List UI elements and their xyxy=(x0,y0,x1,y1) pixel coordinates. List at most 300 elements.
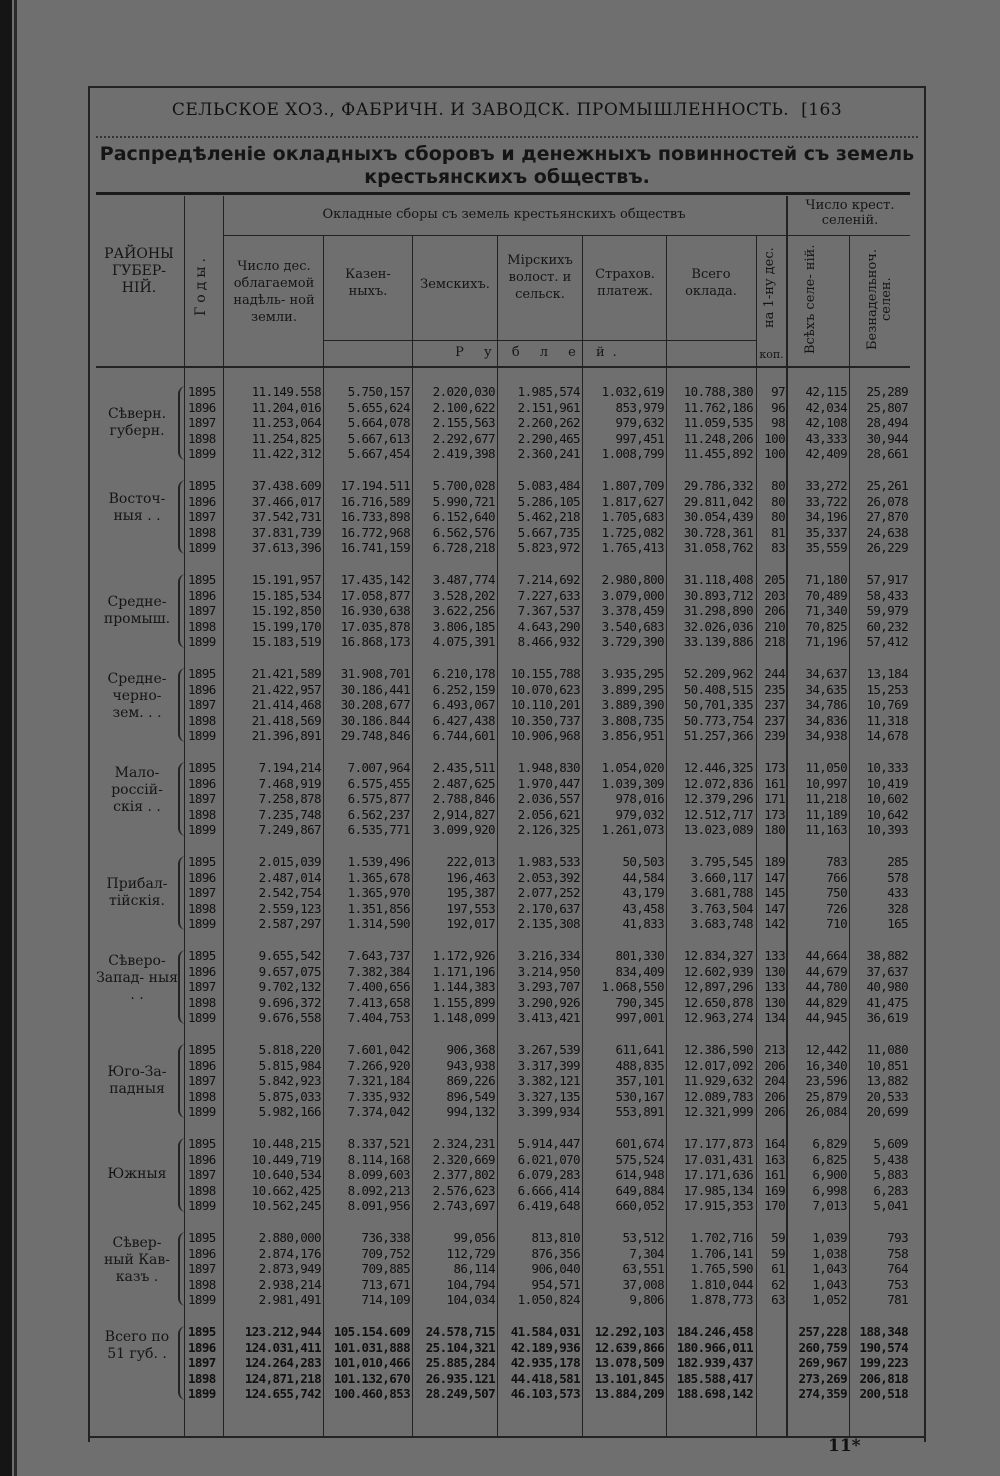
cell-year: 1898 xyxy=(188,994,216,1010)
cell-area: 7.194,214 xyxy=(258,760,321,775)
cell-area: 10.640,534 xyxy=(251,1167,321,1182)
cell-area: 5.815,984 xyxy=(258,1057,321,1073)
title-line-1: Распредѣленіе окладныхъ сборовъ и денежныхъ повинностей съ земель xyxy=(99,143,915,165)
cell-kop: 130 xyxy=(764,963,785,979)
cell-ins: 801,330 xyxy=(615,948,664,963)
cell-ins: 3.729,390 xyxy=(601,634,664,649)
cell-all: 23,596 xyxy=(805,1073,847,1088)
cell-zemstvo: 2.324,231 xyxy=(432,1136,495,1151)
cell-area: 9.655,542 xyxy=(258,948,321,963)
cell-area: 21.414,468 xyxy=(251,697,321,712)
cell-landless: 20,533 xyxy=(866,1088,908,1104)
cell-state: 29.748,846 xyxy=(340,728,410,743)
cell-ins: 41,833 xyxy=(622,916,664,931)
cell-kop: 203 xyxy=(764,587,785,603)
cell-ins: 575,524 xyxy=(615,1151,664,1167)
cell-mir: 5.823,972 xyxy=(517,540,580,555)
cell-area: 2.874,176 xyxy=(258,1245,321,1261)
cell-total: 3.795,545 xyxy=(690,854,753,869)
cell-year: 1897 xyxy=(188,791,216,806)
cell-mir: 906,040 xyxy=(531,1261,580,1276)
group-brace xyxy=(178,950,188,1024)
cell-mir: 813,810 xyxy=(531,1230,580,1245)
cell-ins: 12.639,866 xyxy=(594,1339,664,1355)
cell-area: 15.199,170 xyxy=(251,618,321,634)
cell-kop: 180 xyxy=(764,822,785,837)
cell-year: 1898 xyxy=(188,1182,216,1198)
cell-landless: 781 xyxy=(887,1292,908,1307)
cell-all: 1,039 xyxy=(812,1230,847,1245)
cell-area: 2.938,214 xyxy=(258,1276,321,1292)
cell-area: 7.235,748 xyxy=(258,806,321,822)
cell-ins: 9,806 xyxy=(629,1292,664,1307)
cell-state: 16.868,173 xyxy=(340,634,410,649)
cell-ins: 614,948 xyxy=(615,1167,664,1182)
cell-landless: 200,518 xyxy=(859,1386,908,1401)
cell-mir: 2.290,465 xyxy=(517,430,580,446)
cell-mir: 3.214,950 xyxy=(517,963,580,979)
cell-zemstvo: 2.377,802 xyxy=(432,1167,495,1182)
cell-mir: 2.077,252 xyxy=(517,885,580,900)
cell-year: 1899 xyxy=(188,916,216,931)
cell-zemstvo: 1.155,899 xyxy=(432,994,495,1010)
cell-ins: 7,304 xyxy=(629,1245,664,1261)
cell-kop: 170 xyxy=(764,1198,785,1213)
cell-state: 7.007,964 xyxy=(347,760,410,775)
cell-year: 1898 xyxy=(188,712,216,728)
cell-kop: 206 xyxy=(764,603,785,618)
cell-landless: 24,638 xyxy=(866,524,908,540)
cell-area: 15.183,519 xyxy=(251,634,321,649)
cell-all: 11,189 xyxy=(805,806,847,822)
cell-area: 10.449,719 xyxy=(251,1151,321,1167)
cell-landless: 6,283 xyxy=(873,1182,908,1198)
cell-ins: 530,167 xyxy=(615,1088,664,1104)
cell-area: 7.258,878 xyxy=(258,791,321,806)
cell-zemstvo: 99,056 xyxy=(453,1230,495,1245)
cell-area: 10.562,245 xyxy=(251,1198,321,1213)
cell-year: 1896 xyxy=(188,1245,216,1261)
cell-state: 31.908,701 xyxy=(340,666,410,681)
cell-ins: 1.008,799 xyxy=(601,446,664,461)
cell-all: 34,637 xyxy=(805,666,847,681)
cell-total: 3.763,504 xyxy=(690,900,753,916)
cell-year: 1895 xyxy=(188,1042,216,1057)
cell-total: 10.788,380 xyxy=(683,384,753,399)
cell-ins: 43,458 xyxy=(622,900,664,916)
cell-zemstvo: 6.152,640 xyxy=(432,509,495,524)
cell-total: 3.660,117 xyxy=(690,869,753,885)
cell-ins: 3.378,459 xyxy=(601,603,664,618)
cell-mir: 10.070,623 xyxy=(510,681,580,697)
header-zemstvo: Земскихъ. xyxy=(420,277,490,292)
cell-landless: 60,232 xyxy=(866,618,908,634)
cell-kop: 133 xyxy=(764,948,785,963)
cell-zemstvo: 195,387 xyxy=(446,885,495,900)
cell-year: 1896 xyxy=(188,493,216,509)
cell-zemstvo: 3.528,202 xyxy=(432,587,495,603)
cell-all: 726 xyxy=(826,900,847,916)
cell-state: 17.194.511 xyxy=(340,478,410,493)
cell-all: 1,038 xyxy=(812,1245,847,1261)
cell-year: 1896 xyxy=(188,869,216,885)
cell-year: 1897 xyxy=(188,697,216,712)
cell-ins: 3.856,951 xyxy=(601,728,664,743)
cell-zemstvo: 2,914,827 xyxy=(432,806,495,822)
cell-state: 5.750,157 xyxy=(347,384,410,399)
cell-zemstvo: 112,729 xyxy=(446,1245,495,1261)
header-rubles: Р у б л е й. xyxy=(455,345,625,360)
cell-total: 30.893,712 xyxy=(683,587,753,603)
cell-landless: 26,078 xyxy=(866,493,908,509)
cell-zemstvo: 2.320,669 xyxy=(432,1151,495,1167)
group-brace xyxy=(178,1232,188,1306)
cell-zemstvo: 2.576,623 xyxy=(432,1182,495,1198)
cell-state: 30.186.844 xyxy=(340,712,410,728)
cell-landless: 5,438 xyxy=(873,1151,908,1167)
cell-year: 1897 xyxy=(188,1073,216,1088)
cell-area: 124.264,283 xyxy=(244,1355,321,1370)
cell-area: 37.831,739 xyxy=(251,524,321,540)
cell-all: 11,218 xyxy=(805,791,847,806)
region-label: Прибал- тійскія. xyxy=(106,875,168,909)
cell-zemstvo: 1.144,383 xyxy=(432,979,495,994)
cell-year: 1896 xyxy=(188,1339,216,1355)
cell-all: 273,269 xyxy=(798,1370,847,1386)
cell-year: 1895 xyxy=(188,760,216,775)
cell-kop: 59 xyxy=(771,1230,785,1245)
cell-year: 1898 xyxy=(188,1276,216,1292)
cell-total: 182.939,437 xyxy=(676,1355,753,1370)
cell-year: 1899 xyxy=(188,1386,216,1401)
cell-all: 6,829 xyxy=(812,1136,847,1151)
cell-landless: 199,223 xyxy=(859,1355,908,1370)
cell-area: 37.613,396 xyxy=(251,540,321,555)
cell-year: 1899 xyxy=(188,822,216,837)
region-label: Сѣвер- ный Кав- казъ . xyxy=(103,1234,171,1285)
cell-landless: 206,818 xyxy=(859,1370,908,1386)
cell-landless: 28,661 xyxy=(866,446,908,461)
frame-top xyxy=(88,86,926,88)
cell-ins: 660,052 xyxy=(615,1198,664,1213)
group-brace xyxy=(178,1138,188,1212)
cell-area: 2.981,491 xyxy=(258,1292,321,1307)
cell-year: 1895 xyxy=(188,478,216,493)
running-title: СЕЛЬСКОЕ ХОЗ., ФАБРИЧН. И ЗАВОДСК. ПРОМЫШЛЕННОСТЬ. xyxy=(171,100,790,120)
cell-total: 3.683,748 xyxy=(690,916,753,931)
group-brace xyxy=(178,668,188,742)
cell-zemstvo: 192,017 xyxy=(446,916,495,931)
cell-all: 6,825 xyxy=(812,1151,847,1167)
cell-all: 44,679 xyxy=(805,963,847,979)
cell-area: 124.655,742 xyxy=(244,1386,321,1401)
cell-area: 15.192,850 xyxy=(251,603,321,618)
cell-state: 7.321,184 xyxy=(347,1073,410,1088)
cell-area: 5.818,220 xyxy=(258,1042,321,1057)
cell-state: 1.539,496 xyxy=(347,854,410,869)
cell-all: 34,836 xyxy=(805,712,847,728)
cell-area: 11.253,064 xyxy=(251,415,321,430)
cell-landless: 10,642 xyxy=(866,806,908,822)
cell-state: 8.091,956 xyxy=(347,1198,410,1213)
cell-mir: 2.360,241 xyxy=(517,446,580,461)
cell-area: 21.422,957 xyxy=(251,681,321,697)
header-settlements-group: Число крест. селеній. xyxy=(805,198,895,228)
cell-area: 123.212,944 xyxy=(244,1324,321,1339)
header-levies-group: Окладные сборы съ земель крестьянскихъ обществъ xyxy=(322,207,686,222)
cell-landless: 5,041 xyxy=(873,1198,908,1213)
cell-all: 44,945 xyxy=(805,1010,847,1025)
cell-kop: 161 xyxy=(764,1167,785,1182)
cell-landless: 165 xyxy=(887,916,908,931)
cell-zemstvo: 1.172,926 xyxy=(432,948,495,963)
cell-zemstvo: 86,114 xyxy=(453,1261,495,1276)
cell-all: 33,722 xyxy=(805,493,847,509)
cell-area: 2.487,014 xyxy=(258,869,321,885)
region-label: Средне- промыш. xyxy=(103,593,171,627)
cell-zemstvo: 2.100,622 xyxy=(432,399,495,415)
cell-year: 1895 xyxy=(188,1136,216,1151)
cell-state: 736,338 xyxy=(361,1230,410,1245)
cell-ins: 50,503 xyxy=(622,854,664,869)
cell-year: 1899 xyxy=(188,728,216,743)
cell-mir: 42.935,178 xyxy=(510,1355,580,1370)
cell-all: 26,084 xyxy=(805,1104,847,1119)
cell-zemstvo: 1.148,099 xyxy=(432,1010,495,1025)
cell-landless: 10,393 xyxy=(866,822,908,837)
cell-kop: 244 xyxy=(764,666,785,681)
cell-zemstvo: 5.990,721 xyxy=(432,493,495,509)
region-label: Юго-За- падныя xyxy=(107,1063,167,1097)
cell-all: 35,337 xyxy=(805,524,847,540)
cell-kop: 189 xyxy=(764,854,785,869)
cell-year: 1898 xyxy=(188,524,216,540)
cell-area: 2.880,000 xyxy=(258,1230,321,1245)
cell-year: 1896 xyxy=(188,1057,216,1073)
region-label: Средне- черно- зем. . . xyxy=(107,670,167,721)
cell-year: 1895 xyxy=(188,384,216,399)
cell-mir: 5.083,484 xyxy=(517,478,580,493)
cell-year: 1899 xyxy=(188,634,216,649)
cell-total: 12.446,325 xyxy=(683,760,753,775)
cell-zemstvo: 2.788,846 xyxy=(432,791,495,806)
header-rule-rubles xyxy=(323,340,757,341)
cell-all: 33,272 xyxy=(805,478,847,493)
cell-ins: 1.054,020 xyxy=(601,760,664,775)
cell-mir: 41.584,031 xyxy=(510,1324,580,1339)
cell-all: 42,409 xyxy=(805,446,847,461)
cell-kop: 206 xyxy=(764,1088,785,1104)
cell-landless: 10,333 xyxy=(866,760,908,775)
cell-year: 1896 xyxy=(188,681,216,697)
cell-area: 37.466,017 xyxy=(251,493,321,509)
cell-zemstvo: 6.728,218 xyxy=(432,540,495,555)
cell-state: 713,671 xyxy=(361,1276,410,1292)
cell-landless: 10,602 xyxy=(866,791,908,806)
cell-year: 1896 xyxy=(188,399,216,415)
cell-all: 34,196 xyxy=(805,509,847,524)
cell-year: 1897 xyxy=(188,603,216,618)
cell-ins: 3.540,683 xyxy=(601,618,664,634)
cell-total: 12.650,878 xyxy=(683,994,753,1010)
cell-mir: 3.293,707 xyxy=(517,979,580,994)
cell-area: 9.696,372 xyxy=(258,994,321,1010)
cell-zemstvo: 6.744,601 xyxy=(432,728,495,743)
cell-state: 16.733,898 xyxy=(340,509,410,524)
cell-total: 12.072,836 xyxy=(683,775,753,791)
cell-kop: 206 xyxy=(764,1057,785,1073)
cell-year: 1899 xyxy=(188,1104,216,1119)
cell-zemstvo: 2.743,697 xyxy=(432,1198,495,1213)
cell-landless: 10,851 xyxy=(866,1057,908,1073)
cell-mir: 2.151,961 xyxy=(517,399,580,415)
cell-kop: 145 xyxy=(764,885,785,900)
cell-landless: 25,261 xyxy=(866,478,908,493)
cell-mir: 3.399,934 xyxy=(517,1104,580,1119)
frame-right xyxy=(924,86,926,1442)
cell-all: 1,043 xyxy=(812,1276,847,1292)
header-years: Годы. xyxy=(193,254,209,316)
cell-all: 11,163 xyxy=(805,822,847,837)
cell-mir: 3.382,121 xyxy=(517,1073,580,1088)
cell-ins: 997,001 xyxy=(615,1010,664,1025)
cell-area: 21.421,589 xyxy=(251,666,321,681)
cell-ins: 553,891 xyxy=(615,1104,664,1119)
cell-area: 15.185,534 xyxy=(251,587,321,603)
cell-area: 9.657,075 xyxy=(258,963,321,979)
cell-state: 5.667,613 xyxy=(347,430,410,446)
cell-total: 11.248,206 xyxy=(683,430,753,446)
cell-state: 8.099,603 xyxy=(347,1167,410,1182)
cell-all: 42,034 xyxy=(805,399,847,415)
cell-year: 1896 xyxy=(188,587,216,603)
region-label: Всего по 51 губ. . xyxy=(104,1328,170,1362)
cell-total: 12.379,296 xyxy=(683,791,753,806)
cell-ins: 997,451 xyxy=(615,430,664,446)
cell-state: 101.132,670 xyxy=(333,1370,410,1386)
cell-landless: 57,917 xyxy=(866,572,908,587)
cell-total: 12.089,783 xyxy=(683,1088,753,1104)
cell-mir: 876,356 xyxy=(531,1245,580,1261)
cell-zemstvo: 6.493,067 xyxy=(432,697,495,712)
cell-kop: 218 xyxy=(764,634,785,649)
cell-all: 750 xyxy=(826,885,847,900)
cell-landless: 38,882 xyxy=(866,948,908,963)
cell-kop: 161 xyxy=(764,775,785,791)
cell-ins: 53,512 xyxy=(622,1230,664,1245)
cell-state: 7.413,658 xyxy=(347,994,410,1010)
cell-landless: 793 xyxy=(887,1230,908,1245)
cell-total: 1.702,716 xyxy=(690,1230,753,1245)
cell-mir: 1.983,533 xyxy=(517,854,580,869)
cell-ins: 1.032,619 xyxy=(601,384,664,399)
cell-ins: 3.935,295 xyxy=(601,666,664,681)
cell-all: 34,786 xyxy=(805,697,847,712)
cell-zemstvo: 2.419,398 xyxy=(432,446,495,461)
cell-year: 1898 xyxy=(188,900,216,916)
cell-state: 7.382,384 xyxy=(347,963,410,979)
cell-mir: 4.643,290 xyxy=(517,618,580,634)
cell-mir: 1.948,830 xyxy=(517,760,580,775)
region-label: Южныя xyxy=(107,1166,167,1183)
cell-year: 1895 xyxy=(188,666,216,681)
cell-all: 11,050 xyxy=(805,760,847,775)
cell-total: 17.171,636 xyxy=(683,1167,753,1182)
cell-all: 766 xyxy=(826,869,847,885)
cell-area: 21.418,569 xyxy=(251,712,321,728)
cell-all: 42,108 xyxy=(805,415,847,430)
cell-mir: 5.462,218 xyxy=(517,509,580,524)
cell-area: 124.031,411 xyxy=(244,1339,321,1355)
cell-ins: 979,032 xyxy=(615,806,664,822)
cell-landless: 41,475 xyxy=(866,994,908,1010)
cell-all: 70,825 xyxy=(805,618,847,634)
cell-total: 52.209,962 xyxy=(683,666,753,681)
cell-area: 11.204,016 xyxy=(251,399,321,415)
cell-ins: 601,674 xyxy=(615,1136,664,1151)
cell-area: 10.448,215 xyxy=(251,1136,321,1151)
cell-kop: 59 xyxy=(771,1245,785,1261)
cell-total: 29.786,332 xyxy=(683,478,753,493)
cell-total: 31.118,408 xyxy=(683,572,753,587)
cell-year: 1897 xyxy=(188,1167,216,1182)
cell-ins: 37,008 xyxy=(622,1276,664,1292)
cell-mir: 8.466,932 xyxy=(517,634,580,649)
cell-ins: 44,584 xyxy=(622,869,664,885)
cell-mir: 2.053,392 xyxy=(517,869,580,885)
cell-total: 184.246,458 xyxy=(676,1324,753,1339)
title-rule xyxy=(96,192,910,195)
cell-state: 105.154.609 xyxy=(333,1324,410,1339)
cell-kop: 235 xyxy=(764,681,785,697)
cell-state: 6.535,771 xyxy=(347,822,410,837)
cell-state: 17.035,878 xyxy=(340,618,410,634)
cell-state: 709,752 xyxy=(361,1245,410,1261)
cell-kop: 80 xyxy=(771,478,785,493)
cell-mir: 10.906,968 xyxy=(510,728,580,743)
cell-kop: 204 xyxy=(764,1073,785,1088)
cell-zemstvo: 28.249,507 xyxy=(425,1386,495,1401)
cell-kop: 169 xyxy=(764,1182,785,1198)
cell-total: 29.811,042 xyxy=(683,493,753,509)
cell-mir: 10.350,737 xyxy=(510,712,580,728)
cell-year: 1895 xyxy=(188,948,216,963)
cell-zemstvo: 994,132 xyxy=(446,1104,495,1119)
region-label: Мало- россій- скія . . xyxy=(111,764,163,815)
cell-mir: 46.103,573 xyxy=(510,1386,580,1401)
cell-landless: 27,870 xyxy=(866,509,908,524)
header-per-desyatina: на 1-ну дес. xyxy=(762,247,777,329)
cell-mir: 3.317,399 xyxy=(517,1057,580,1073)
cell-state: 8.114,168 xyxy=(347,1151,410,1167)
cell-mir: 2.056,621 xyxy=(517,806,580,822)
group-brace xyxy=(178,386,188,460)
cell-state: 17.435,142 xyxy=(340,572,410,587)
group-brace xyxy=(178,762,188,836)
cell-total: 31.298,890 xyxy=(683,603,753,618)
cell-total: 17.177,873 xyxy=(683,1136,753,1151)
cell-zemstvo: 197,553 xyxy=(446,900,495,916)
header-landless: Безнадельноч. селен. xyxy=(865,248,894,350)
cell-year: 1897 xyxy=(188,1355,216,1370)
cell-mir: 3.327,135 xyxy=(517,1088,580,1104)
cell-landless: 11,080 xyxy=(866,1042,908,1057)
cell-all: 42,115 xyxy=(805,384,847,399)
cell-state: 5.655,624 xyxy=(347,399,410,415)
cell-total: 180.966,011 xyxy=(676,1339,753,1355)
cell-state: 1.314,590 xyxy=(347,916,410,931)
cell-kop: 100 xyxy=(764,430,785,446)
